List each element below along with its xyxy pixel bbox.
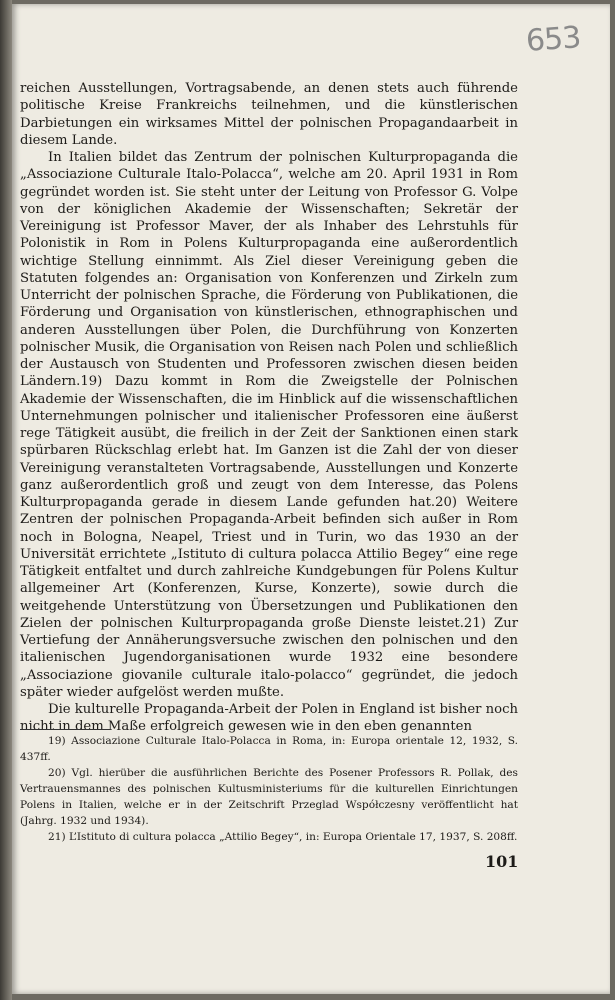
main-text <box>20 80 518 736</box>
footnote-20: 20) Vgl. hierüber die ausführlichen Berichte des Posener Professors R. Pollak, des Vertrauensmannes des polnischen Kultusministeriums für die kulturellen Einrichtungen Polens in Italien, welche er in der Zeitschrift Przeglad Współczesny veröffentlicht hat (Jahrg. 1932 und 1934). <box>20 767 518 827</box>
page-number: 101 <box>485 852 519 871</box>
footnote-19: 19) Associazione Culturale Italo-Polacca in Roma, in: Europa orientale 12, 1932, S. 437ff. <box>20 735 518 763</box>
footnote-divider <box>20 729 110 730</box>
pencil-annotation: 653 <box>524 20 582 59</box>
footnotes <box>20 733 518 845</box>
paragraph-italy: In Italien bildet das Zentrum der polnischen Kulturpropaganda die „Associazione Culturale Italo-Polacca“, welche am 20. April 1931 in Rom gegründet worden ist. Sie steht unter der Leitung von Professor G. Volpe von der königlichen Akademie der Wissenschaften; Sekretär der Vereinigung ist Professor Maver, der als Inhaber des Lehrstuhls für Polonistik in Rom in Polens Kulturpropaganda eine außerordentlich wichtige Stellung einnimmt. Als Ziel dieser Vereinigung geben die Statuten folgendes an: Organisation von Konferenzen und Zirkeln zum Unterricht der polnischen Sprache, die Förderung von Publikationen, die Förderung und Organisation von künstlerischen, ethnographischen und anderen Ausstellungen über Polen, die Durchführung von Konzerten polnischer Musik, die Organisation von Reisen nach Polen und schließlich der Austausch von Studenten und Professoren zwischen diesen beiden Ländern.19) Dazu kommt in Rom die Zweigstelle der Polnischen Akademie der Wissenschaften, die im Hinblick auf die wissenschaftlichen Unternehmungen polnischer und italienischer Professoren eine äußerst rege Tätigkeit ausübt, die freilich in der Zeit der Sanktionen einen stark spürbaren Rückschlag erlebt hat. Im Ganzen ist die Zahl der von dieser Vereinigung veranstalteten Vortragsabende, Ausstellungen und Konzerte ganz außerordentlich groß und zeugt von dem Interesse, das Polens Kulturpropaganda gerade in diesem Lande gefunden hat.20) Weitere Zentren der polnischen Propaganda-Arbeit befinden sich außer in Rom noch in Bologna, Neapel, Triest und in Turin, wo das 1930 an der Universität errichtete „Istituto di cultura polacca Attilio Begey“ eine rege Tätigkeit entfaltet und durch zahlreiche Kundgebungen für Polens Kultur allgemeiner Art (Konferenzen, Kurse, Konzerte), sowie durch die weitgehende Unterstützung von Übersetzungen und Publikationen den Zielen der polnischen Kulturpropaganda große Dienste leistet.21) Zur Vertiefung der Annäherungsversuche zwischen den polnischen und den italienischen Jugendorganisationen wurde 1932 eine besondere „Associazione giovanile culturale italo-polacco“ gegründet, die jedoch später wieder aufgelöst werden mußte. <box>20 150 518 700</box>
paragraph-continued: reichen Ausstellungen, Vortragsabende, an denen stets auch führende politische Kreise Frankreichs teilnehmen, und die künstlerischen Darbietungen ein wirksames Mittel der polnischen Propagandaarbeit in diesem Lande. <box>20 81 518 148</box>
book-spine-edge <box>0 0 12 1000</box>
footnote-21: 21) L’Istituto di cultura polacca „Attilio Begey“, in: Europa Orientale 17, 1937, S. 208ff. <box>48 831 518 843</box>
paragraph-england: Die kulturelle Propaganda-Arbeit der Polen in England ist bisher noch nicht in dem Maße erfolgreich gewesen wie in den eben genannten <box>20 702 518 735</box>
